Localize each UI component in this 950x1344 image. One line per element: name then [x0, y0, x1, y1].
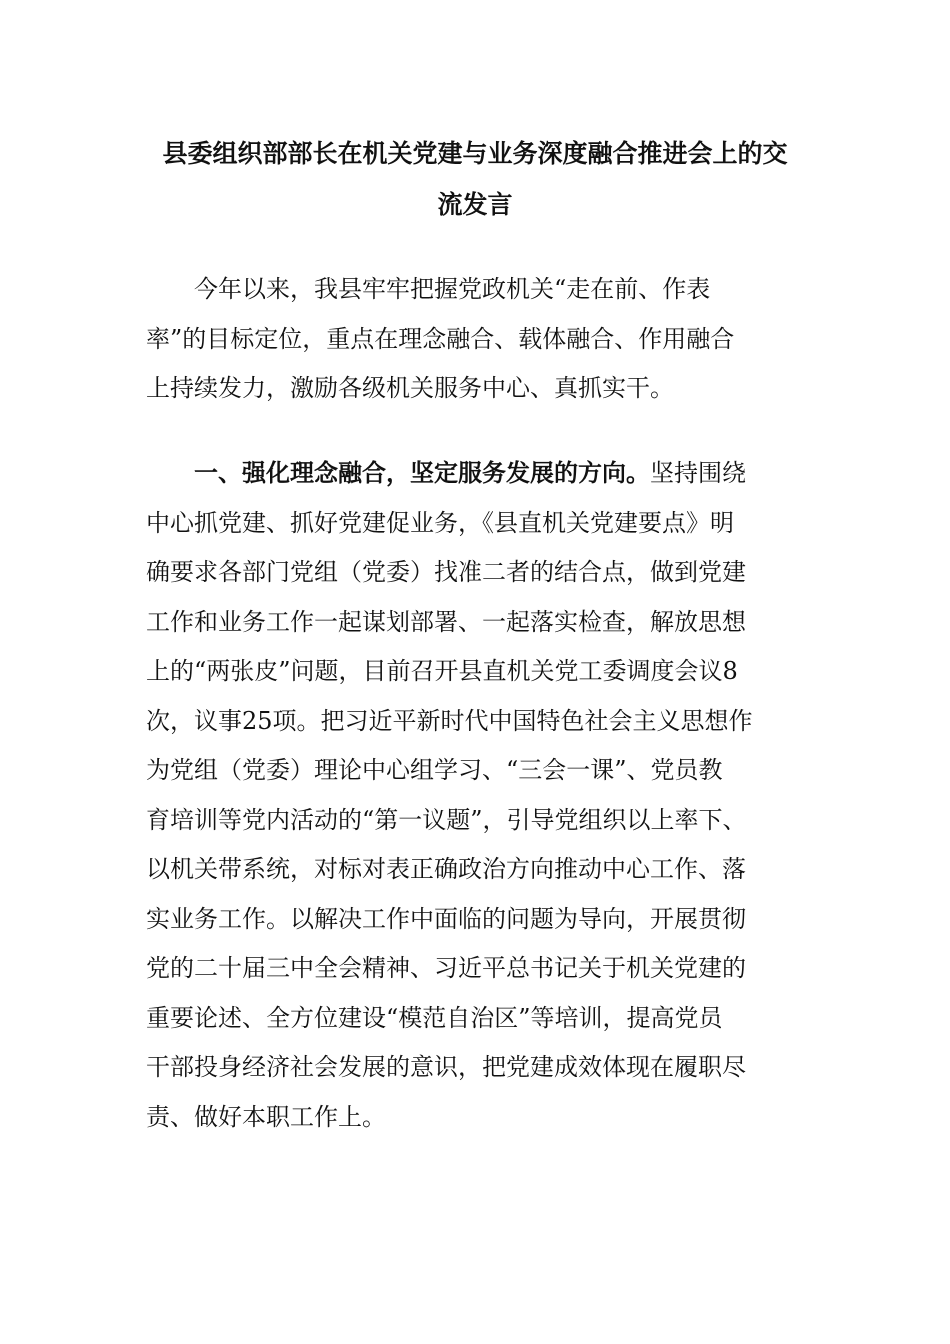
section-1-line: 育培训等党内活动的“第一议题”，引导党组织以上率下、: [146, 805, 747, 834]
section-1-first-line: [146, 448, 806, 499]
section-1-line: 责、做好本职工作上。: [146, 1102, 386, 1131]
section-1-line: 重要论述、全方位建设“模范自治区”等培训，提高党员: [146, 1003, 723, 1032]
intro-paragraph: [146, 265, 806, 414]
section-1-line: 中心抓党建、抓好党建促业务，《县直机关党建要点》明: [146, 508, 734, 537]
section-1-line: 确要求各部门党组（党委）找准二者的结合点，做到党建: [146, 558, 746, 586]
section-1-paragraph: [146, 448, 806, 1142]
document-title: [130, 128, 820, 230]
section-1-first-line-rest: 坚持围绕: [650, 459, 746, 487]
section-1-line: 为党组（党委）理论中心组学习、“三会一课”、党员教: [146, 756, 723, 784]
section-1-line: 党的二十届三中全会精神、习近平总书记关于机关党建的: [146, 954, 746, 982]
section-1-line: 上的“两张皮”问题，目前召开县直机关党工委调度会议8: [146, 657, 738, 685]
section-1-line: 次，议事25项。把习近平新时代中国特色社会主义思想作: [146, 706, 753, 735]
section-1-line: 干部投身经济社会发展的意识，把党建成效体现在履职尽: [146, 1053, 746, 1081]
intro-line-2: 率”的目标定位，重点在理念融合、载体融合、作用融合: [146, 324, 735, 353]
section-1-line: 工作和业务工作一起谋划部署、一起落实检查，解放思想: [146, 607, 746, 636]
intro-line-1: 今年以来，我县牢牢把握党政机关“走在前、作表: [194, 275, 711, 303]
title-line-1: 县委组织部部长在机关党建与业务深度融合推进会上的交: [162, 139, 788, 168]
section-1-line: 以机关带系统，对标对表正确政治方向推动中心工作、落: [146, 855, 746, 883]
section-1-line: 实业务工作。以解决工作中面临的问题为导向，开展贯彻: [146, 904, 746, 933]
section-1-heading: 一、强化理念融合，坚定服务发展的方向。: [194, 458, 650, 487]
intro-line-3: 上持续发力，激励各级机关服务中心、真抓实干。: [146, 374, 674, 402]
title-line-2: 流发言: [437, 190, 513, 219]
